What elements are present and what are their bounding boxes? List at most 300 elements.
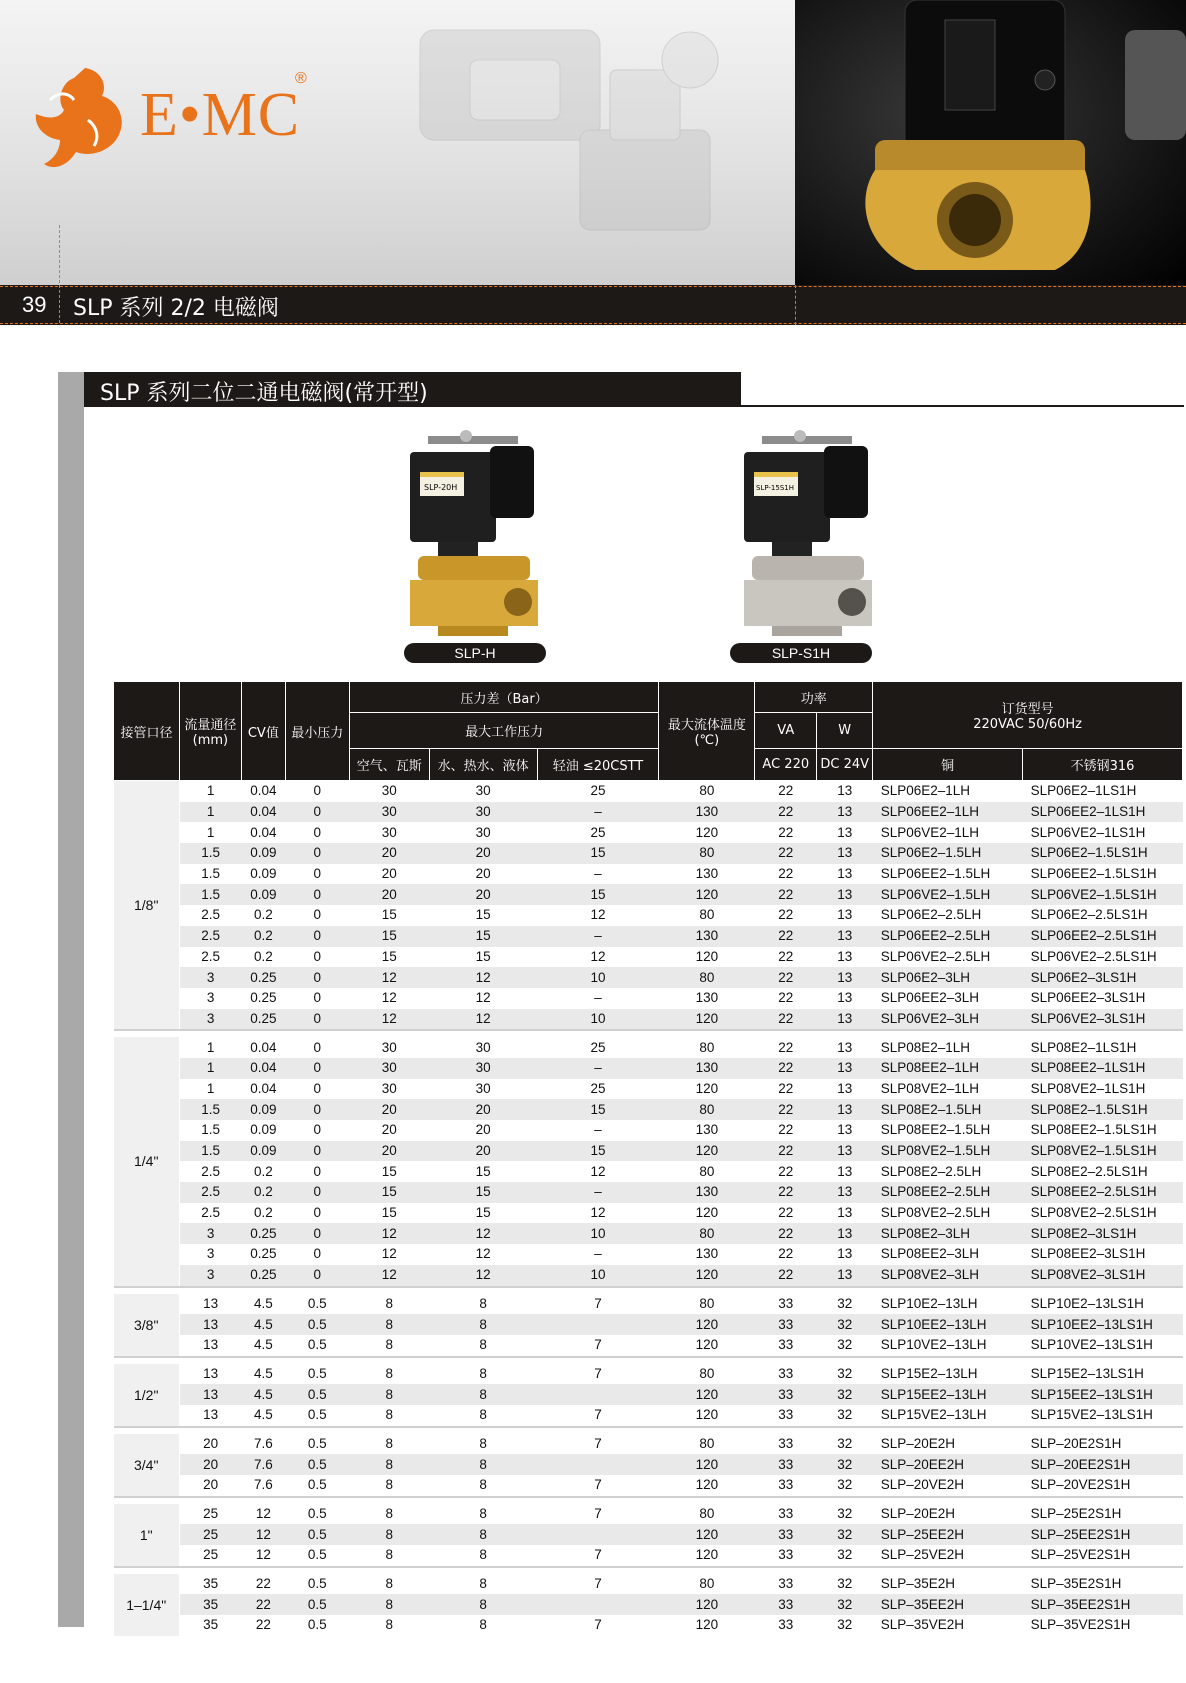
water-cell: 30 bbox=[429, 1058, 537, 1079]
table-row bbox=[114, 1294, 1183, 1315]
water-cell: 20 bbox=[429, 843, 537, 864]
section-title: SLP 系列二位二通电磁阀(常开型) bbox=[100, 381, 428, 406]
water-cell: 8 bbox=[479, 1295, 487, 1311]
air-cell: 20 bbox=[349, 884, 429, 905]
flow-cell: 2.5 bbox=[201, 1163, 221, 1179]
water-cell: 30 bbox=[475, 1080, 491, 1096]
svg-text:SLP-20H: SLP-20H bbox=[424, 483, 458, 492]
oil-cell bbox=[537, 1314, 659, 1335]
max-temp-cell: 130 bbox=[695, 1122, 719, 1138]
air-cell: 8 bbox=[349, 1384, 429, 1405]
table-header bbox=[114, 682, 1183, 781]
water-cell: 8 bbox=[479, 1576, 487, 1592]
cv-cell: 12 bbox=[255, 1506, 271, 1522]
va-cell: 22 bbox=[778, 783, 794, 799]
va-cell: 22 bbox=[755, 1058, 817, 1079]
model-stainless-cell: SLP06E2–2.5LS1H bbox=[1030, 907, 1148, 923]
max-temp-cell: 120 bbox=[695, 1205, 719, 1221]
table-row bbox=[114, 1265, 1183, 1287]
model-stainless-cell: SLP08VE2–3LS1H bbox=[1023, 1265, 1183, 1287]
air-cell: 30 bbox=[381, 824, 397, 840]
max-temp-cell: 80 bbox=[699, 1295, 715, 1311]
registered-mark: ® bbox=[295, 70, 307, 87]
cv-cell: 0.04 bbox=[250, 824, 277, 840]
water-cell: 15 bbox=[429, 1182, 537, 1203]
header-product-photo bbox=[795, 0, 1186, 285]
oil-cell: 12 bbox=[590, 1205, 606, 1221]
model-stainless-cell: SLP10VE2–13LS1H bbox=[1030, 1337, 1153, 1353]
port-size-cell: 1–1/4" bbox=[114, 1574, 180, 1636]
flow-cell: 2.5 bbox=[201, 1205, 221, 1221]
air-cell: 12 bbox=[349, 1265, 429, 1287]
model-stainless-cell: SLP08E2–3LS1H bbox=[1023, 1223, 1183, 1244]
w-cell: 13 bbox=[837, 990, 853, 1006]
flow-cell: 3 bbox=[179, 1223, 241, 1244]
cv-cell: 7.6 bbox=[253, 1477, 273, 1493]
air-cell: 30 bbox=[381, 1080, 397, 1096]
model-brass-cell: SLP10E2–13LH bbox=[880, 1295, 978, 1311]
cv-cell: 7.6 bbox=[241, 1454, 285, 1475]
col-min-pressure-header: 最小压力 bbox=[285, 682, 349, 781]
model-stainless-cell: SLP–35VE2S1H bbox=[1030, 1617, 1131, 1633]
air-cell: 20 bbox=[381, 866, 397, 882]
cv-cell: 0.25 bbox=[241, 1009, 285, 1031]
water-cell: 8 bbox=[479, 1617, 487, 1633]
water-cell: 15 bbox=[475, 1205, 491, 1221]
water-cell: 12 bbox=[475, 1246, 491, 1262]
port-size-cell: 1" bbox=[114, 1504, 180, 1567]
va-cell: 22 bbox=[778, 907, 794, 923]
port-size-cell: 1/2" bbox=[114, 1364, 180, 1427]
w-cell: 13 bbox=[817, 1182, 873, 1203]
col-port-header: 接管口径 bbox=[114, 682, 180, 781]
flow-cell: 3 bbox=[206, 990, 215, 1006]
group-separator bbox=[114, 1287, 1183, 1294]
model-brass-cell: SLP–20E2H bbox=[880, 1435, 955, 1451]
group-separator-cell bbox=[114, 1497, 1183, 1504]
table-row bbox=[114, 1545, 1183, 1567]
air-cell: 12 bbox=[349, 967, 429, 988]
product-image-slp-s1h bbox=[732, 430, 892, 650]
oil-cell: 7 bbox=[594, 1435, 602, 1451]
flow-cell: 1 bbox=[206, 783, 215, 799]
flow-cell: 1.5 bbox=[201, 1122, 221, 1138]
w-cell: 32 bbox=[837, 1576, 853, 1592]
oil-cell: 7 bbox=[594, 1477, 602, 1493]
solenoid-valve-stainless-icon bbox=[732, 430, 892, 640]
flow-cell: 13 bbox=[179, 1314, 241, 1335]
air-cell: 30 bbox=[381, 1039, 397, 1055]
min-pressure-cell: 0 bbox=[313, 1163, 322, 1179]
cv-cell: 22 bbox=[255, 1617, 271, 1633]
air-cell: 15 bbox=[381, 1163, 397, 1179]
model-stainless-cell: SLP06VE2–2.5LS1H bbox=[1030, 948, 1157, 964]
strip-top-dash bbox=[0, 286, 1186, 287]
water-cell: 30 bbox=[429, 802, 537, 823]
table-row bbox=[114, 947, 1183, 968]
table-row bbox=[114, 1120, 1183, 1141]
w-cell: 32 bbox=[837, 1477, 853, 1493]
oil-cell: 12 bbox=[590, 907, 606, 923]
va-cell: 33 bbox=[755, 1384, 817, 1405]
min-pressure-cell: 0.5 bbox=[307, 1506, 327, 1522]
model-stainless-cell: SLP–35EE2S1H bbox=[1023, 1594, 1183, 1615]
min-pressure-cell: 0.5 bbox=[307, 1435, 327, 1451]
w-cell: 13 bbox=[837, 948, 853, 964]
va-cell: 33 bbox=[755, 1524, 817, 1545]
air-cell: 30 bbox=[349, 802, 429, 823]
oil-cell: – bbox=[594, 1246, 602, 1262]
max-temp-cell: 120 bbox=[659, 1454, 755, 1475]
oil-cell: 15 bbox=[537, 1099, 659, 1120]
flow-cell: 1.5 bbox=[179, 1141, 241, 1162]
cv-cell: 0.09 bbox=[250, 1122, 277, 1138]
air-cell: 8 bbox=[385, 1576, 393, 1592]
max-work-pressure-header: 最大工作压力 bbox=[349, 713, 659, 749]
page-header bbox=[0, 0, 1186, 325]
temp-unit: (℃) bbox=[694, 733, 720, 748]
va-cell: 22 bbox=[778, 948, 794, 964]
water-cell: 15 bbox=[475, 1163, 491, 1179]
w-cell: 32 bbox=[817, 1594, 873, 1615]
flow-cell: 3 bbox=[206, 1246, 215, 1262]
air-cell: 30 bbox=[349, 1058, 429, 1079]
model-brass-cell: SLP06EE2–1LH bbox=[873, 802, 1023, 823]
max-temp-cell: 80 bbox=[699, 1365, 715, 1381]
oil-cell: 7 bbox=[594, 1295, 602, 1311]
max-temp-cell: 120 bbox=[659, 1384, 755, 1405]
va-cell: 22 bbox=[755, 1099, 817, 1120]
min-pressure-cell: 0 bbox=[313, 824, 322, 840]
cv-cell: 0.25 bbox=[241, 1265, 285, 1287]
water-cell: 20 bbox=[475, 866, 491, 882]
air-cell: 20 bbox=[349, 1141, 429, 1162]
flow-cell: 3 bbox=[179, 1265, 241, 1287]
model-stainless-cell: SLP–25EE2S1H bbox=[1023, 1524, 1183, 1545]
max-temp-cell: 120 bbox=[659, 1314, 755, 1335]
table-row bbox=[114, 781, 1183, 802]
w-cell: 32 bbox=[837, 1365, 853, 1381]
flow-cell: 25 bbox=[179, 1524, 241, 1545]
va-cell: 22 bbox=[755, 1009, 817, 1031]
series-title: SLP 系列 2/2 电磁阀 bbox=[73, 296, 279, 321]
min-pressure-cell: 0 bbox=[313, 783, 322, 799]
min-pressure-cell: 0 bbox=[285, 1141, 349, 1162]
air-cell: 15 bbox=[381, 1205, 397, 1221]
flow-cell: 13 bbox=[203, 1337, 219, 1353]
flow-cell: 13 bbox=[179, 1384, 241, 1405]
cv-cell: 0.04 bbox=[250, 783, 277, 799]
group-separator bbox=[114, 1357, 1183, 1364]
oil-cell bbox=[537, 1384, 659, 1405]
port-size-cell: 3/4" bbox=[114, 1434, 180, 1497]
max-temp-cell: 120 bbox=[695, 1547, 719, 1563]
air-cell: 20 bbox=[349, 1099, 429, 1120]
model-brass-cell: SLP06EE2–3LH bbox=[880, 990, 980, 1006]
oil-cell: 7 bbox=[594, 1365, 602, 1381]
min-pressure-cell: 0 bbox=[285, 926, 349, 947]
model-brass-cell: SLP06E2–3LH bbox=[873, 967, 1023, 988]
oil-cell: – bbox=[537, 802, 659, 823]
max-temp-cell: 120 bbox=[659, 1009, 755, 1031]
model-brass-cell: SLP–20VE2H bbox=[880, 1477, 964, 1493]
model-stainless-cell: SLP–20EE2S1H bbox=[1023, 1454, 1183, 1475]
air-cell: 20 bbox=[349, 843, 429, 864]
oil-cell: 12 bbox=[590, 948, 606, 964]
air-cell: 12 bbox=[349, 1009, 429, 1031]
air-cell: 8 bbox=[385, 1295, 393, 1311]
w-cell: 13 bbox=[837, 866, 853, 882]
model-brass-cell: SLP06EE2–1.5LH bbox=[880, 866, 991, 882]
model-stainless-cell: SLP08EE2–1.5LS1H bbox=[1030, 1122, 1157, 1138]
max-temp-cell: 120 bbox=[659, 1524, 755, 1545]
min-pressure-cell: 0 bbox=[313, 1039, 322, 1055]
va-cell: 22 bbox=[755, 967, 817, 988]
flow-cell: 13 bbox=[203, 1407, 219, 1423]
air-cell: 8 bbox=[385, 1617, 393, 1633]
va-cell: 22 bbox=[778, 824, 794, 840]
water-cell: 12 bbox=[429, 1265, 537, 1287]
oil-cell: 7 bbox=[594, 1617, 602, 1633]
max-temp-cell: 80 bbox=[659, 843, 755, 864]
oil-cell: – bbox=[594, 1122, 602, 1138]
cv-cell: 0.09 bbox=[250, 866, 277, 882]
cv-cell: 12 bbox=[255, 1547, 271, 1563]
model-brass-cell: SLP06VE2–2.5LH bbox=[880, 948, 991, 964]
air-cell: 15 bbox=[349, 926, 429, 947]
power-header: 功率 bbox=[755, 682, 873, 713]
flow-cell: 13 bbox=[203, 1365, 219, 1381]
w-header: W bbox=[817, 713, 873, 749]
oil-cell: 10 bbox=[537, 1223, 659, 1244]
model-stainless-cell: SLP06E2–3LS1H bbox=[1023, 967, 1183, 988]
max-temp-cell: 80 bbox=[699, 1039, 715, 1055]
cv-cell: 4.5 bbox=[253, 1365, 273, 1381]
table-row bbox=[114, 1594, 1183, 1615]
max-temp-cell: 120 bbox=[695, 1617, 719, 1633]
cv-cell: 0.09 bbox=[241, 843, 285, 864]
water-cell: 12 bbox=[475, 990, 491, 1006]
group-separator-cell bbox=[114, 1427, 1183, 1434]
table-row bbox=[114, 864, 1183, 885]
va-cell: 33 bbox=[778, 1477, 794, 1493]
brass-header: 铜 bbox=[873, 749, 1023, 781]
model-stainless-cell: SLP08EE2–3LS1H bbox=[1030, 1246, 1146, 1262]
max-temp-cell: 80 bbox=[699, 1576, 715, 1592]
cv-cell: 0.04 bbox=[250, 1039, 277, 1055]
va-cell: 33 bbox=[755, 1594, 817, 1615]
model-brass-cell: SLP–35E2H bbox=[880, 1576, 955, 1592]
model-stainless-cell: SLP–35E2S1H bbox=[1030, 1576, 1122, 1592]
flow-cell: 2.5 bbox=[201, 948, 221, 964]
model-brass-cell: SLP08E2–2.5LH bbox=[880, 1163, 982, 1179]
flow-cell: 35 bbox=[179, 1594, 241, 1615]
min-pressure-cell: 0 bbox=[285, 802, 349, 823]
table-row bbox=[114, 1524, 1183, 1545]
air-cell: 15 bbox=[381, 948, 397, 964]
oil-cell: 12 bbox=[590, 1163, 606, 1179]
va-cell: 22 bbox=[755, 1182, 817, 1203]
flow-cell: 1.5 bbox=[179, 884, 241, 905]
water-cell: 15 bbox=[475, 907, 491, 923]
table-row bbox=[114, 1161, 1183, 1182]
air-cell: 8 bbox=[385, 1435, 393, 1451]
water-cell: 8 bbox=[429, 1314, 537, 1335]
table-row bbox=[114, 1058, 1183, 1079]
model-brass-cell: SLP06E2–1LH bbox=[880, 783, 971, 799]
va-header: VA bbox=[755, 713, 817, 749]
stainless-header: 不锈钢316 bbox=[1023, 749, 1183, 781]
model-brass-cell: SLP08EE2–2.5LH bbox=[873, 1182, 1023, 1203]
oil-cell: 7 bbox=[594, 1506, 602, 1522]
air-cell: 8 bbox=[385, 1477, 393, 1493]
group-separator-cell bbox=[114, 1287, 1183, 1294]
flow-cell: 2.5 bbox=[201, 907, 221, 923]
va-cell: 22 bbox=[778, 1039, 794, 1055]
flow-cell: 20 bbox=[179, 1454, 241, 1475]
w-cell: 13 bbox=[817, 926, 873, 947]
flow-cell: 1.5 bbox=[179, 843, 241, 864]
table-row bbox=[114, 1244, 1183, 1265]
oil-cell: 7 bbox=[594, 1407, 602, 1423]
flow-cell: 1 bbox=[206, 824, 215, 840]
water-cell: 15 bbox=[475, 948, 491, 964]
water-cell: 20 bbox=[475, 1122, 491, 1138]
table-row bbox=[114, 1099, 1183, 1120]
model-brass-cell: SLP08E2–1.5LH bbox=[873, 1099, 1023, 1120]
min-pressure-cell: 0 bbox=[285, 1182, 349, 1203]
model-brass-cell: SLP–20E2H bbox=[880, 1506, 955, 1522]
cv-cell: 12 bbox=[241, 1524, 285, 1545]
cv-cell: 0.2 bbox=[253, 948, 273, 964]
water-cell: 15 bbox=[429, 926, 537, 947]
model-brass-cell: SLP10EE2–13LH bbox=[873, 1314, 1023, 1335]
max-temp-cell: 120 bbox=[659, 1141, 755, 1162]
model-brass-cell: SLP06VE2–1.5LH bbox=[873, 884, 1023, 905]
min-pressure-cell: 0.5 bbox=[307, 1547, 327, 1563]
air-cell: 8 bbox=[349, 1314, 429, 1335]
table-row bbox=[114, 802, 1183, 823]
table-row bbox=[114, 1574, 1183, 1595]
w-cell: 13 bbox=[817, 967, 873, 988]
water-cell: 8 bbox=[479, 1407, 487, 1423]
flow-cell: 3 bbox=[179, 967, 241, 988]
oil-cell: 25 bbox=[590, 783, 606, 799]
model-stainless-cell: SLP10EE2–13LS1H bbox=[1023, 1314, 1183, 1335]
port-size-cell: 1/8" bbox=[114, 781, 180, 1031]
air-cell: 8 bbox=[349, 1594, 429, 1615]
model-brass-cell: SLP10VE2–13LH bbox=[880, 1337, 987, 1353]
va-cell: 22 bbox=[755, 1265, 817, 1287]
table-row bbox=[114, 1223, 1183, 1244]
min-pressure-cell: 0 bbox=[313, 1246, 322, 1262]
air-cell: 15 bbox=[349, 1182, 429, 1203]
model-stainless-cell: SLP–20VE2S1H bbox=[1030, 1477, 1131, 1493]
oil-header: 轻油 ≤20CSTT bbox=[537, 749, 659, 781]
w-cell: 13 bbox=[837, 1205, 853, 1221]
oil-cell: 25 bbox=[590, 824, 606, 840]
water-cell: 8 bbox=[479, 1477, 487, 1493]
va-cell: 33 bbox=[778, 1407, 794, 1423]
w-cell: 13 bbox=[837, 1163, 853, 1179]
min-pressure-cell: 0 bbox=[313, 1080, 322, 1096]
va-cell: 22 bbox=[778, 1163, 794, 1179]
water-cell: 8 bbox=[429, 1454, 537, 1475]
oil-cell bbox=[537, 1524, 659, 1545]
model-stainless-cell: SLP15VE2–13LS1H bbox=[1030, 1407, 1153, 1423]
va-cell: 22 bbox=[778, 1080, 794, 1096]
min-pressure-cell: 0 bbox=[313, 907, 322, 923]
oil-cell: – bbox=[537, 1182, 659, 1203]
flow-cell: 1 bbox=[206, 1039, 215, 1055]
model-brass-cell: SLP–35EE2H bbox=[873, 1594, 1023, 1615]
model-brass-cell: SLP08VE2–1.5LH bbox=[873, 1141, 1023, 1162]
max-temp-cell: 120 bbox=[659, 1265, 755, 1287]
min-pressure-cell: 0 bbox=[285, 1265, 349, 1287]
water-cell: 8 bbox=[429, 1524, 537, 1545]
model-brass-cell: SLP–25VE2H bbox=[880, 1547, 964, 1563]
air-cell: 20 bbox=[381, 1122, 397, 1138]
col-cv-header: CV值 bbox=[241, 682, 285, 781]
water-header: 水、热水、液体 bbox=[429, 749, 537, 781]
oil-cell: 10 bbox=[537, 1009, 659, 1031]
oil-cell: – bbox=[594, 990, 602, 1006]
min-pressure-cell: 0 bbox=[313, 1122, 322, 1138]
water-cell: 8 bbox=[479, 1365, 487, 1381]
min-pressure-cell: 0 bbox=[285, 843, 349, 864]
max-temp-cell: 130 bbox=[695, 1246, 719, 1262]
w-cell: 13 bbox=[817, 802, 873, 823]
model-stainless-cell: SLP08VE2–2.5LS1H bbox=[1030, 1205, 1157, 1221]
svg-text:SLP-15S1H: SLP-15S1H bbox=[756, 484, 795, 492]
model-stainless-cell: SLP06VE2–1.5LS1H bbox=[1023, 884, 1183, 905]
oil-cell: 7 bbox=[594, 1337, 602, 1353]
min-pressure-cell: 0.5 bbox=[307, 1477, 327, 1493]
table-row bbox=[114, 1037, 1183, 1058]
w-cell: 13 bbox=[837, 824, 853, 840]
min-pressure-cell: 0.5 bbox=[307, 1337, 327, 1353]
w-cell: 13 bbox=[817, 1009, 873, 1031]
flow-cell: 1 bbox=[179, 1058, 241, 1079]
model-brass-cell: SLP06E2–1.5LH bbox=[873, 843, 1023, 864]
table-row bbox=[114, 988, 1183, 1009]
water-cell: 30 bbox=[475, 783, 491, 799]
w-cell: 32 bbox=[817, 1454, 873, 1475]
water-cell: 8 bbox=[479, 1337, 487, 1353]
w-cell: 32 bbox=[837, 1407, 853, 1423]
min-pressure-cell: 0.5 bbox=[285, 1314, 349, 1335]
w-cell: 13 bbox=[837, 1122, 853, 1138]
cv-cell: 4.5 bbox=[253, 1295, 273, 1311]
w-cell: 32 bbox=[817, 1384, 873, 1405]
air-cell: 30 bbox=[381, 783, 397, 799]
cv-cell: 0.04 bbox=[250, 1080, 277, 1096]
order-header bbox=[873, 682, 1183, 749]
water-cell: 8 bbox=[479, 1547, 487, 1563]
solenoid-valve-brass-icon bbox=[398, 430, 558, 640]
va-cell: 22 bbox=[778, 1246, 794, 1262]
water-cell: 30 bbox=[475, 824, 491, 840]
table-row bbox=[114, 843, 1183, 864]
va-cell: 33 bbox=[778, 1295, 794, 1311]
model-brass-cell: SLP06VE2–1LH bbox=[880, 824, 980, 840]
flow-cell: 35 bbox=[203, 1617, 219, 1633]
model-stainless-cell: SLP08E2–2.5LS1H bbox=[1030, 1163, 1148, 1179]
oil-cell: – bbox=[594, 866, 602, 882]
oil-cell: 7 bbox=[594, 1547, 602, 1563]
min-pressure-cell: 0.5 bbox=[307, 1576, 327, 1592]
w-cell: 32 bbox=[837, 1295, 853, 1311]
